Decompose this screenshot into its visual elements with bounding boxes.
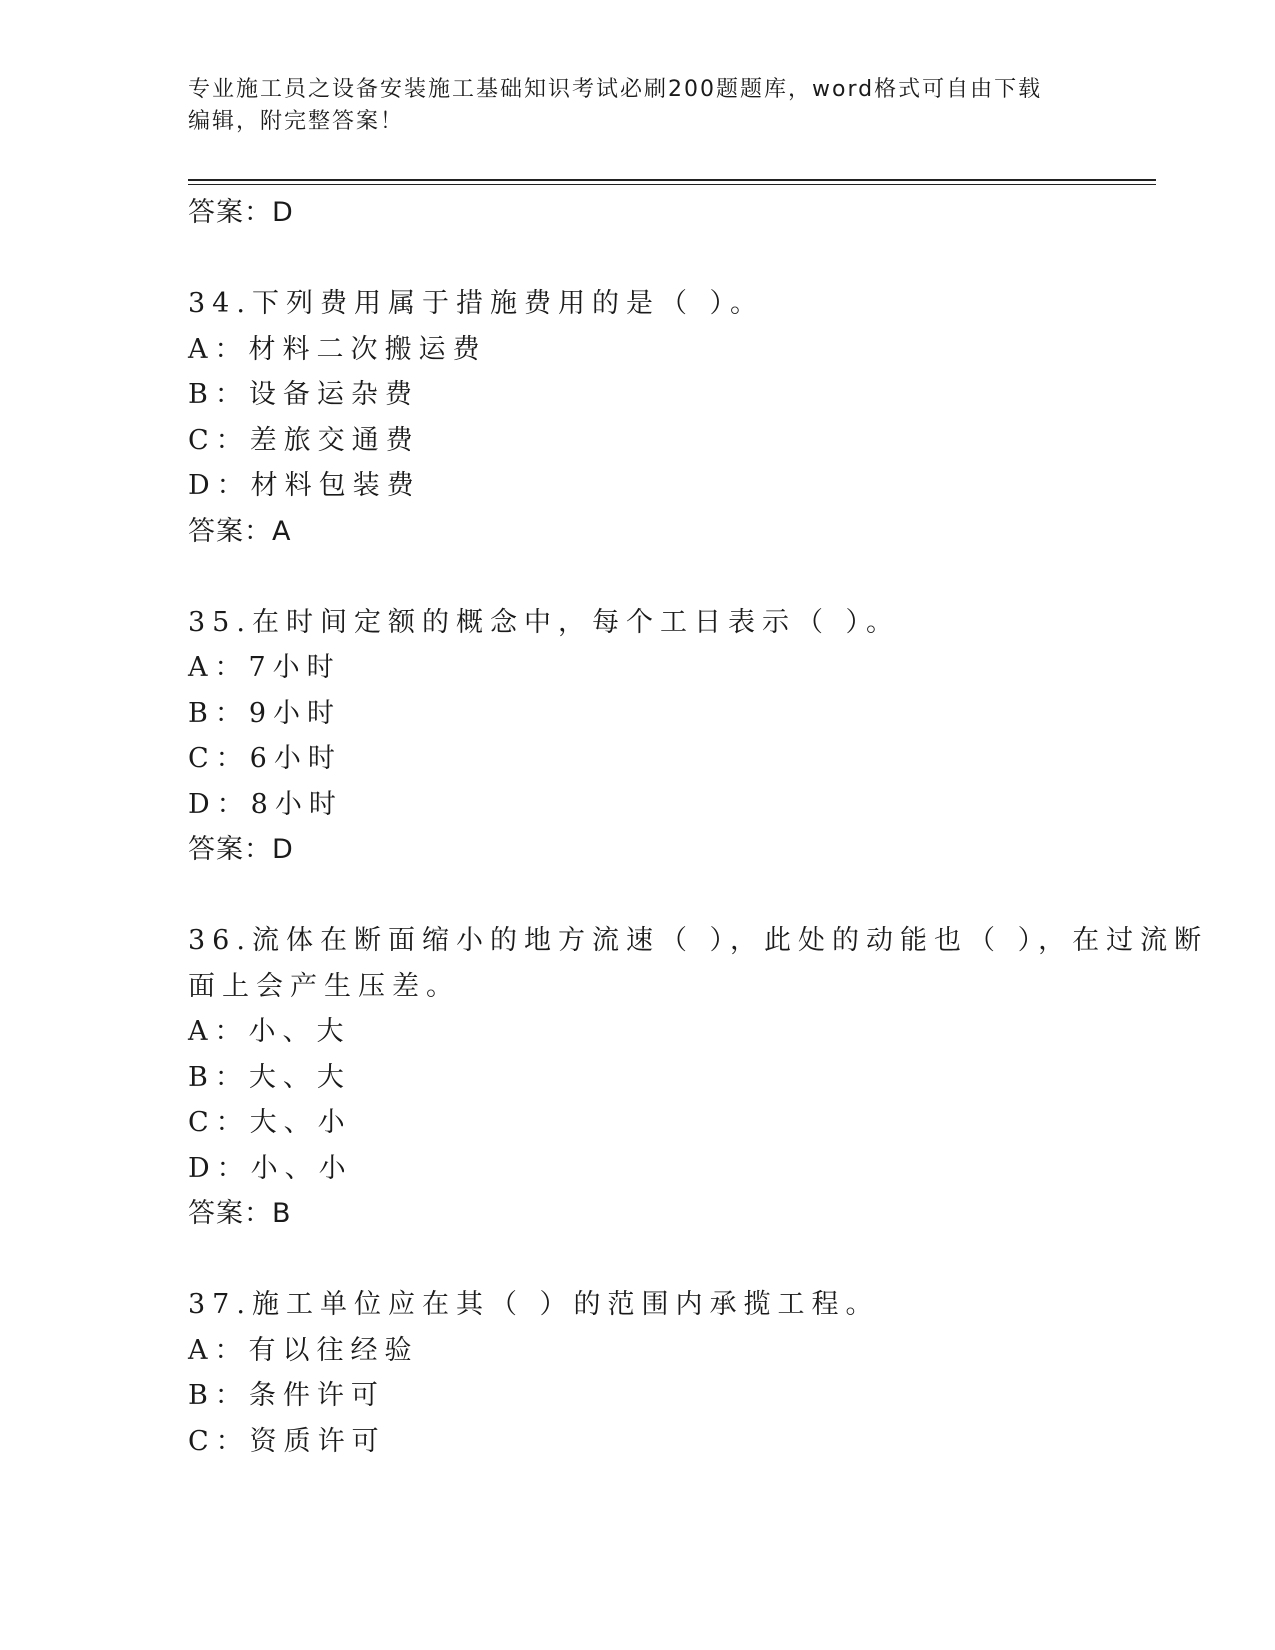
option-c: C：大、小 <box>188 1107 352 1138</box>
option-a: A：小、大 <box>188 1016 351 1047</box>
question-stem: 35.在时间定额的概念中，每个工日表示（ ）。 <box>188 606 901 638</box>
option-d: D：8小时 <box>188 788 343 820</box>
answer-line: 答案：A <box>188 515 292 547</box>
question-35 <box>188 600 1088 873</box>
question-list <box>188 190 1209 1464</box>
option-b: B：设备运杂费 <box>188 379 419 410</box>
answer-line-prev: 答案：D <box>188 197 294 228</box>
document-header <box>188 74 1088 138</box>
answer-line: 答案：D <box>188 834 294 865</box>
header-rule-thin <box>188 184 1156 185</box>
option-b: B：条件许可 <box>188 1380 385 1411</box>
option-a: A：材料二次搬运费 <box>188 333 487 365</box>
option-a: A：有以往经验 <box>188 1334 419 1366</box>
question-34 <box>188 281 1088 554</box>
option-d: D：材料包装费 <box>188 470 421 501</box>
question-stem: 37.施工单位应在其（ ）的范围内承揽工程。 <box>188 1289 880 1320</box>
option-b: B：9小时 <box>188 697 342 729</box>
question-stem: 36.流体在断面缩小的地方流速（ ），此处的动能也（ ），在过流断 <box>188 925 1209 956</box>
option-c: C：6小时 <box>188 743 342 774</box>
option-a: A：7小时 <box>188 652 341 683</box>
question-stem-continued: 面上会产生压差。 <box>188 970 460 1002</box>
option-c: C：差旅交通费 <box>188 424 420 456</box>
option-b: B：大、大 <box>188 1061 351 1093</box>
answer-line: 答案：B <box>188 1198 292 1229</box>
question-37 <box>188 1282 1088 1464</box>
header-line-2: 编辑，附完整答案！ <box>188 109 405 134</box>
header-line-1: 专业施工员之设备安装施工基础知识考试必刷200题题库，word格式可自由下载 <box>188 77 1043 102</box>
question-stem: 34.下列费用属于措施费用的是（ ）。 <box>188 288 765 319</box>
option-c: C：资质许可 <box>188 1425 386 1457</box>
header-rule-thick <box>188 179 1156 181</box>
question-36 <box>188 918 1209 1236</box>
option-d: D：小、小 <box>188 1152 353 1184</box>
